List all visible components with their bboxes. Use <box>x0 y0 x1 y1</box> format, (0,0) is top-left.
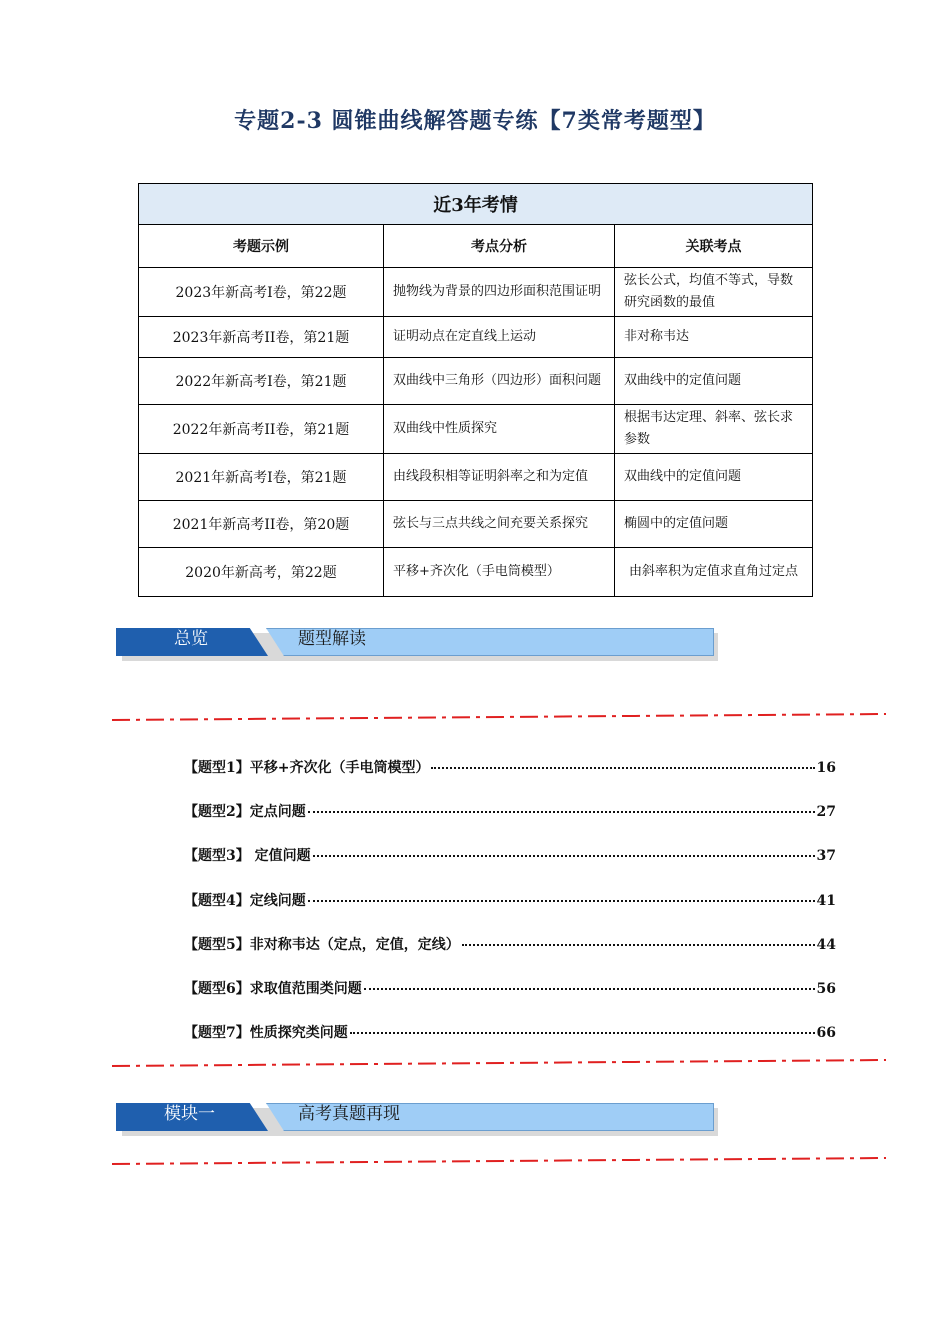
related-cell: 根据韦达定理、斜率、弦长求参数 <box>615 405 813 454</box>
toc-item[interactable] <box>184 978 836 998</box>
dash-dot-divider <box>112 712 886 722</box>
analysis-cell: 抛物线为背景的四边形面积范围证明 <box>384 268 615 317</box>
analysis-cell: 由线段积相等证明斜率之和为定值 <box>384 454 615 501</box>
banner-label: 题型解读 <box>298 629 366 649</box>
toc-item[interactable] <box>184 890 836 910</box>
analysis-cell: 平移+齐次化（手电筒模型） <box>384 548 615 597</box>
table-row <box>139 501 813 548</box>
toc-page: 44 <box>816 937 836 953</box>
toc-item[interactable] <box>184 801 836 821</box>
table-caption: 近3年考情 <box>139 184 813 225</box>
dash-dot-divider <box>112 1156 886 1166</box>
table-row <box>139 454 813 501</box>
table-header: 关联考点 <box>615 225 813 268</box>
page-title: 专题2-3 圆锥曲线解答题专练【7类常考题型】 <box>234 108 716 134</box>
exam-cell: 2022年新高考II卷，第21题 <box>139 405 384 454</box>
table-header: 考题示例 <box>139 225 384 268</box>
analysis-cell: 证明动点在定直线上运动 <box>384 317 615 358</box>
toc-page: 27 <box>816 804 836 820</box>
related-cell: 椭圆中的定值问题 <box>615 501 813 548</box>
toc-label: 【题型4】定线问题 <box>184 893 306 909</box>
analysis-cell: 双曲线中三角形（四边形）面积问题 <box>384 358 615 405</box>
toc-label: 【题型6】求取值范围类问题 <box>184 981 362 997</box>
related-cell: 非对称韦达 <box>615 317 813 358</box>
toc-page: 16 <box>816 760 836 776</box>
toc-item[interactable] <box>184 757 836 777</box>
toc-item[interactable] <box>184 1022 836 1042</box>
exam-cell: 2023年新高考II卷，第21题 <box>139 317 384 358</box>
analysis-cell: 弦长与三点共线之间充要关系探究 <box>384 501 615 548</box>
table-header: 考点分析 <box>384 225 615 268</box>
toc-label: 【题型7】性质探究类问题 <box>184 1025 348 1041</box>
toc-label: 【题型2】定点问题 <box>184 804 306 820</box>
section-banner-module-one <box>116 1103 718 1137</box>
banner-tag: 模块一 <box>164 1104 215 1124</box>
toc-page: 37 <box>816 848 836 864</box>
related-cell: 由斜率积为定值求直角过定点 <box>615 548 813 597</box>
related-cell: 双曲线中的定值问题 <box>615 454 813 501</box>
exam-cell: 2021年新高考II卷，第20题 <box>139 501 384 548</box>
toc-page: 41 <box>816 893 836 909</box>
section-banner-overview <box>116 628 718 662</box>
related-cell: 弦长公式，均值不等式，导数研究函数的最值 <box>615 268 813 317</box>
banner-tag: 总览 <box>174 629 208 649</box>
toc-label: 【题型1】平移+齐次化（手电筒模型） <box>184 760 430 776</box>
toc-item[interactable] <box>184 934 836 954</box>
exam-table <box>138 183 813 597</box>
table-row <box>139 268 813 317</box>
exam-cell: 2022年新高考I卷，第21题 <box>139 358 384 405</box>
analysis-cell: 双曲线中性质探究 <box>384 405 615 454</box>
exam-cell: 2023年新高考I卷，第22题 <box>139 268 384 317</box>
table-row <box>139 317 813 358</box>
toc-label: 【题型5】非对称韦达（定点，定值，定线） <box>184 937 460 953</box>
table-row <box>139 358 813 405</box>
exam-cell: 2021年新高考I卷，第21题 <box>139 454 384 501</box>
table-row <box>139 548 813 597</box>
toc-label: 【题型3】 定值问题 <box>184 848 311 864</box>
table-row <box>139 405 813 454</box>
dash-dot-divider <box>112 1058 886 1068</box>
toc-page: 66 <box>816 1025 836 1041</box>
exam-cell: 2020年新高考，第22题 <box>139 548 384 597</box>
toc-item[interactable] <box>184 845 836 865</box>
toc-page: 56 <box>816 981 836 997</box>
banner-label: 高考真题再现 <box>298 1104 400 1124</box>
related-cell: 双曲线中的定值问题 <box>615 358 813 405</box>
